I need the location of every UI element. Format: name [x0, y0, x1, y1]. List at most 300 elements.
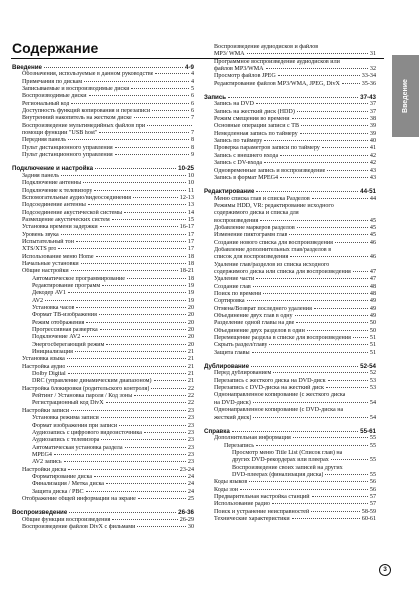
toc-entry-page: 45: [369, 217, 376, 224]
toc-entry: [204, 509, 376, 516]
toc-entry-title: Программное воспроизведение аудиодисков или: [214, 58, 340, 65]
toc-leader-dots: [101, 416, 186, 418]
toc-entry-page: 7: [190, 115, 194, 122]
toc-entry-title: Пульт дистанционного управления: [22, 152, 113, 159]
toc-entry-title: MP3/ WMA: [214, 51, 245, 58]
toc-entry-page: 48: [369, 291, 376, 297]
toc-entry-page: 53: [369, 377, 376, 384]
toc-leader-dots: [280, 176, 368, 178]
toc-leader-dots: [71, 102, 189, 104]
toc-entry: [204, 203, 376, 210]
toc-entry-page: 55: [369, 457, 376, 464]
toc-entry: [12, 408, 194, 415]
toc-leader-dots: [331, 458, 368, 460]
toc-leader-dots: [335, 241, 368, 243]
toc-entry: [204, 291, 376, 298]
toc-entry-title: Рейтинг / Установка пароля / Код зоны: [32, 393, 133, 400]
toc-entry-title: Добавление маркеров разделов: [214, 224, 295, 231]
toc-entry: [204, 160, 376, 167]
toc-entry-page: 18: [187, 253, 194, 260]
toc-leader-dots: [88, 203, 186, 205]
toc-entry: [204, 109, 376, 116]
toc-entry: [204, 320, 376, 327]
toc-entry-title: Воспроизведение своих записей на других: [232, 464, 343, 471]
toc-entry-page: 16-17: [179, 224, 194, 231]
toc-leader-dots: [71, 269, 178, 271]
toc-entry-title: Основные операции записи с ТВ: [214, 123, 300, 130]
toc-entry-title: Редактирование: [204, 188, 255, 196]
toc-entry-page: 4-9: [185, 64, 194, 71]
toc-entry-title: содержимого диска и списка для: [214, 210, 299, 217]
toc-entry-page: 49: [369, 313, 376, 320]
toc-entry-page: 24: [187, 488, 194, 495]
toc-entry: [204, 400, 376, 407]
toc-entry: [204, 247, 376, 254]
toc-entry-page: 39: [369, 130, 376, 137]
toc-section-heading: [204, 188, 376, 195]
toc-leader-dots: [151, 387, 186, 389]
toc-entry-page: 42: [369, 160, 376, 167]
toc-entry-title: Запись: [204, 94, 227, 102]
toc-leader-dots: [106, 482, 186, 484]
toc-entry-page: 10-25: [178, 165, 194, 173]
toc-leader-dots: [76, 240, 186, 242]
toc-leader-dots: [82, 335, 186, 337]
toc-entry: [204, 210, 376, 217]
toc-entry-title: Регистрационный код DivX: [32, 400, 104, 407]
toc-entry: [12, 239, 194, 246]
toc-entry-page: 10: [187, 180, 194, 187]
toc-entry-title: Доступность функций копирования и перезаписи: [22, 108, 151, 115]
toc-entry: [12, 496, 194, 503]
toc-entry-page: 56: [369, 486, 376, 493]
toc-entry-title: Испытательный тон: [22, 238, 74, 245]
toc-leader-dots: [67, 365, 185, 367]
toc-entry: [204, 66, 376, 73]
toc-entry: [204, 59, 376, 66]
toc-entry-title: Технические характеристики: [214, 515, 290, 522]
toc-leader-dots: [256, 277, 368, 279]
toc-entry: [204, 335, 376, 342]
toc-entry-page: 23-24: [179, 466, 194, 473]
toc-entry-title: Объединение двух разделов в один: [214, 327, 305, 334]
page-title: Содержание: [12, 40, 99, 56]
toc-entry-title: Удаление глав/разделов из списка исходного: [214, 261, 330, 268]
toc-entry: [12, 524, 194, 531]
toc-entry-page: 20: [187, 327, 194, 334]
toc-entry-page: 21: [187, 363, 194, 370]
toc-entry-title: Общие функции воспроизведения: [22, 516, 111, 523]
toc-entry-page: 9: [190, 152, 194, 159]
toc-leader-dots: [137, 525, 186, 527]
toc-leader-dots: [296, 321, 368, 323]
toc-entry-title: Внутренний накопитель на жестком диске: [22, 115, 132, 122]
toc-section-heading: [204, 94, 376, 101]
toc-leader-dots: [353, 270, 368, 272]
toc-leader-dots: [256, 190, 358, 192]
toc-entry-title: Настройка аудио: [22, 363, 66, 370]
toc-entry: [204, 494, 376, 501]
toc-leader-dots: [300, 132, 368, 134]
toc-entry: [12, 356, 194, 363]
toc-entry-page: 55: [369, 435, 376, 442]
toc-entry-page: 49: [369, 298, 376, 305]
toc-entry-page: 21: [187, 356, 194, 363]
toc-entry: [12, 283, 194, 290]
toc-entry-page: 60-61: [361, 515, 376, 522]
toc-entry-page: 14: [187, 209, 194, 216]
toc-entry: [204, 101, 376, 108]
toc-leader-dots: [263, 292, 367, 294]
toc-entry-title: Использование радио: [214, 501, 270, 508]
toc-entry-page: 38: [369, 116, 376, 123]
toc-entry-title: Формат изображения при записи: [32, 422, 118, 429]
toc-entry-title: AV2: [32, 297, 44, 304]
toc-leader-dots: [314, 307, 368, 309]
toc-leader-dots: [95, 167, 176, 169]
toc-entry-title: Форматирование диска: [32, 473, 93, 480]
toc-entry-title: помощи функции "USB host": [22, 130, 98, 137]
toc-leader-dots: [84, 80, 189, 82]
toc-entry-title: Инициализация: [32, 349, 73, 356]
toc-entry: [12, 210, 194, 217]
toc-leader-dots: [64, 460, 186, 462]
toc-leader-dots: [45, 299, 186, 301]
toc-entry: [12, 459, 194, 466]
toc-entry: [12, 152, 194, 159]
toc-entry: [204, 44, 376, 51]
toc-leader-dots: [67, 357, 186, 359]
toc-entry-page: 45: [369, 232, 376, 239]
toc-entry: [12, 437, 194, 444]
toc-entry-title: жесткий диск): [214, 414, 252, 421]
toc-leader-dots: [292, 517, 360, 519]
toc-entry-title: воспроизведения: [214, 217, 259, 224]
toc-leader-dots: [68, 468, 177, 470]
toc-entry-page: 18: [187, 275, 194, 282]
toc-entry-title: список для воспроизведения: [214, 254, 289, 261]
toc-entry-page: 52: [369, 370, 376, 377]
toc-entry: [12, 452, 194, 459]
toc-leader-dots: [326, 386, 368, 388]
toc-entry-title: Воспроизводимые диски: [22, 93, 87, 100]
toc-entry-page: 24: [187, 481, 194, 488]
toc-leader-dots: [328, 379, 368, 381]
toc-entry-title: Перемещение раздела в списке для воспроизведения: [214, 335, 351, 342]
toc-entry: [12, 71, 194, 78]
toc-entry-page: 4: [190, 71, 194, 78]
toc-entry-page: 7: [190, 130, 194, 137]
toc-entry-title: Изменение пиктограмм глав: [214, 232, 288, 239]
toc-entry: [12, 415, 194, 422]
toc-leader-dots: [278, 74, 360, 76]
toc-entry: [204, 435, 376, 442]
toc-leader-dots: [264, 139, 368, 141]
toc-entry-page: 31: [369, 51, 376, 58]
toc-entry-title: Подключение и настройка: [12, 165, 94, 173]
toc-leader-dots: [249, 480, 368, 482]
toc-entry-title: Поиск по времени: [214, 291, 262, 297]
toc-entry-title: Однонаправленное копирование (с DVD-диска на: [214, 407, 344, 414]
toc-entry: [204, 457, 376, 464]
toc-entry: [204, 254, 376, 261]
toc-entry-page: 51: [369, 342, 376, 349]
toc-leader-dots: [81, 262, 186, 264]
toc-entry-title: Начальные установки: [22, 260, 79, 267]
toc-leader-dots: [290, 255, 368, 257]
toc-entry-title: Использование меню Home: [22, 253, 94, 260]
toc-entry-title: Запись на DVD: [214, 101, 254, 108]
toc-entry-page: 40: [369, 138, 376, 145]
toc-entry-title: Воспроизведение аудиодисков и файлов: [214, 44, 319, 50]
toc-leader-dots: [69, 511, 176, 513]
toc-entry-title: Меню списка глав и списка Разделов: [214, 195, 310, 202]
toc-entry-title: Справка: [204, 427, 230, 435]
toc-entry-page: 18: [187, 260, 194, 267]
toc-entry-title: Просмотр меню Title List (Список глав) на: [232, 449, 343, 456]
toc-entry-page: 37: [369, 101, 376, 108]
toc-entry-title: Прогрессивная развертка: [32, 327, 98, 334]
toc-entry-title: Дополнительная информация: [214, 435, 291, 442]
toc-leader-dots: [152, 109, 189, 111]
toc-entry-title: содержимого диска или списка для воспроизведения: [214, 268, 351, 275]
toc-entry: [12, 268, 194, 275]
toc-entry-page: 23: [187, 437, 194, 444]
toc-entry: [204, 51, 376, 58]
toc-entry-title: Одновременные запись и воспроизведение: [214, 167, 326, 174]
toc-entry: [12, 400, 194, 407]
toc-entry: [204, 385, 376, 392]
toc-entry: [12, 86, 194, 93]
toc-entry-title: Установка часов: [32, 305, 75, 311]
toc-section-heading: [12, 165, 194, 172]
toc-entry-page: 23: [187, 422, 194, 429]
toc-leader-dots: [68, 291, 186, 293]
toc-entry-page: 21: [187, 378, 194, 385]
toc-entry-page: 51: [369, 335, 376, 342]
toc-entry-title: Примечания по дискам: [22, 78, 83, 85]
toc-entry-title: Предварительная настройка станций: [214, 493, 310, 500]
toc-entry-page: 6: [190, 93, 194, 100]
toc-entry: [12, 276, 194, 283]
toc-entry-title: Подсоединение акустической системы: [22, 209, 123, 216]
toc-entry-page: 19: [187, 290, 194, 297]
toc-entry-title: Обозначения, используемые в данном руководстве: [22, 71, 154, 78]
toc-leader-dots: [155, 72, 189, 74]
toc-entry-page: 32: [369, 66, 376, 73]
toc-entry: [12, 312, 194, 319]
toc-entry-title: Создание глав: [214, 283, 251, 290]
toc-entry: [204, 342, 376, 349]
toc-entry-page: 15: [187, 216, 194, 223]
toc-entry: [12, 305, 194, 312]
toc-leader-dots: [86, 490, 186, 492]
toc-entry-page: 26-29: [179, 516, 194, 523]
toc-entry-title: Установка режима записи: [32, 415, 99, 422]
toc-entry: [12, 79, 194, 86]
toc-entry-page: 46: [369, 239, 376, 246]
toc-leader-dots: [253, 416, 367, 418]
toc-entry-title: Автоматическое программирование: [32, 275, 125, 282]
toc-entry: [12, 474, 194, 481]
toc-entry-page: 47: [369, 268, 376, 275]
toc-leader-dots: [99, 131, 188, 133]
toc-entry-title: Редактирование программ: [32, 282, 101, 289]
toc-entry: [12, 180, 194, 187]
toc-entry-page: 20: [187, 334, 194, 341]
toc-leader-dots: [252, 351, 368, 353]
toc-leader-dots: [247, 299, 368, 301]
toc-entry: [12, 195, 194, 202]
toc-entry-title: Удаление части: [214, 276, 255, 283]
toc-entry-page: 12-13: [179, 194, 194, 201]
toc-entry-page: 44: [369, 195, 376, 202]
toc-entry-title: Уровень звука: [22, 231, 59, 238]
toc-entry: [12, 173, 194, 180]
toc-leader-dots: [240, 488, 368, 490]
toc-leader-dots: [102, 284, 186, 286]
toc-entry-title: Режимы HDD, VR: редактирование исходного: [214, 202, 334, 209]
toc-entry-title: Перезапись с DVD-диска на жесткий диск: [214, 385, 324, 392]
toc-right-column: [204, 44, 376, 523]
toc-leader-dots: [112, 218, 186, 220]
toc-entry: [204, 262, 376, 269]
toc-leader-dots: [269, 343, 368, 345]
toc-entry-page: 13: [187, 202, 194, 209]
toc-entry: [204, 218, 376, 225]
toc-entry: [204, 465, 376, 472]
toc-leader-dots: [253, 401, 368, 403]
toc-entry: [12, 327, 194, 334]
toc-leader-dots: [86, 321, 185, 323]
toc-entry-title: других DVD-рекордерах или плеерах: [232, 457, 329, 464]
toc-entry-page: 6: [190, 108, 194, 115]
toc-entry-page: 23: [187, 444, 194, 451]
toc-entry-title: Разделение одной главы на две: [214, 320, 295, 327]
toc-entry-page: 18-21: [179, 268, 194, 275]
toc-entry-page: 51: [369, 349, 376, 356]
toc-entry-page: 23: [187, 415, 194, 422]
toc-entry: [204, 175, 376, 182]
toc-entry-page: 50: [369, 320, 376, 327]
toc-leader-dots: [54, 453, 186, 455]
toc-entry-title: Автоматическая установка раздела: [32, 444, 123, 451]
toc-leader-dots: [297, 226, 368, 228]
toc-entry: [204, 370, 376, 377]
toc-entry-page: 23: [187, 407, 194, 414]
toc-entry-title: Финализация / Метка диска: [32, 481, 105, 488]
toc-entry-title: Энергосберегающий режим: [32, 341, 105, 348]
toc-entry-title: Запись по таймеру: [214, 138, 263, 145]
toc-entry-title: Воспроизведение файлов DivX с фильмами: [22, 523, 136, 530]
toc-entry: [12, 386, 194, 393]
toc-entry: [12, 489, 194, 496]
toc-leader-dots: [96, 255, 186, 257]
toc-leader-dots: [134, 116, 189, 118]
toc-entry: [204, 116, 376, 123]
toc-entry-title: Формат ТВ-изображения: [32, 312, 97, 319]
toc-leader-dots: [94, 475, 186, 477]
toc-entry-title: Запись с внешнего входа: [214, 152, 279, 159]
toc-entry-page: 17: [187, 246, 194, 253]
toc-entry-page: 43: [369, 167, 376, 174]
toc-entry: [204, 240, 376, 247]
toc-entry: [204, 168, 376, 175]
toc-entry-title: Аудиозапись с цифрового видеоисточника: [32, 429, 142, 436]
toc-leader-dots: [311, 510, 360, 512]
toc-leader-dots: [256, 444, 368, 446]
toc-entry-title: DRC (управление динамическим диапазоном): [32, 378, 152, 385]
toc-leader-dots: [301, 124, 368, 126]
toc-entry: [204, 123, 376, 130]
toc-entry: [204, 138, 376, 145]
toc-entry-page: 22: [187, 393, 194, 400]
toc-entry-title: Создание нового списка для воспроизведения: [214, 239, 333, 246]
toc-entry: [204, 81, 376, 88]
toc-entry-title: XTS/XTS pro: [22, 246, 57, 253]
toc-entry: [12, 342, 194, 349]
toc-entry: [204, 196, 376, 203]
toc-entry: [12, 93, 194, 100]
toc-leader-dots: [131, 87, 188, 89]
toc-leader-dots: [289, 233, 368, 235]
toc-entry-page: 25: [187, 495, 194, 502]
toc-entry-page: 47: [369, 276, 376, 283]
toc-leader-dots: [327, 169, 368, 171]
toc-entry: [12, 517, 194, 524]
toc-left-column: [12, 64, 194, 531]
toc-entry: [12, 364, 194, 371]
toc-entry-title: Скрыть раздел/главу: [214, 342, 268, 349]
toc-leader-dots: [154, 379, 186, 381]
toc-entry-title: Dolby Digital: [32, 371, 66, 378]
toc-entry: [204, 153, 376, 160]
toc-entry: [204, 516, 376, 523]
toc-entry-title: файлов MP3/WMA: [214, 66, 264, 73]
toc-entry-page: 23: [187, 429, 194, 436]
toc-entry-page: 46: [369, 254, 376, 261]
toc-entry-page: 39: [369, 123, 376, 130]
toc-entry: [204, 225, 376, 232]
toc-entry-title: на DVD-диск): [214, 399, 251, 406]
toc-entry-title: Сортировка: [214, 298, 245, 305]
toc-leader-dots: [71, 409, 186, 411]
toc-leader-dots: [89, 94, 189, 96]
toc-entry-page: 23: [187, 459, 194, 466]
toc-entry: [204, 298, 376, 305]
toc-entry-title: Режим отображения: [32, 319, 85, 326]
toc-entry-title: MPEG4: [32, 451, 52, 458]
toc-entry-title: Региональный код: [22, 100, 70, 107]
toc-entry-page: 20: [187, 341, 194, 348]
toc-entry: [12, 232, 194, 239]
toc-entry: [12, 423, 194, 430]
page-number: 3: [379, 564, 391, 576]
toc-entry-page: 17: [187, 231, 194, 238]
toc-entry: [204, 415, 376, 422]
toc-entry: [12, 467, 194, 474]
toc-entry-title: Перед дублированием: [214, 370, 272, 377]
toc-leader-dots: [293, 436, 368, 438]
toc-entry-page: 56: [369, 479, 376, 486]
toc-entry-page: 50: [369, 327, 376, 334]
toc-leader-dots: [75, 350, 186, 352]
toc-entry-page: 23: [187, 451, 194, 458]
toc-entry: [204, 378, 376, 385]
toc-entry: [204, 131, 376, 138]
toc-entry: [204, 306, 376, 313]
toc-entry-title: Режим смещения во времени: [214, 116, 290, 123]
